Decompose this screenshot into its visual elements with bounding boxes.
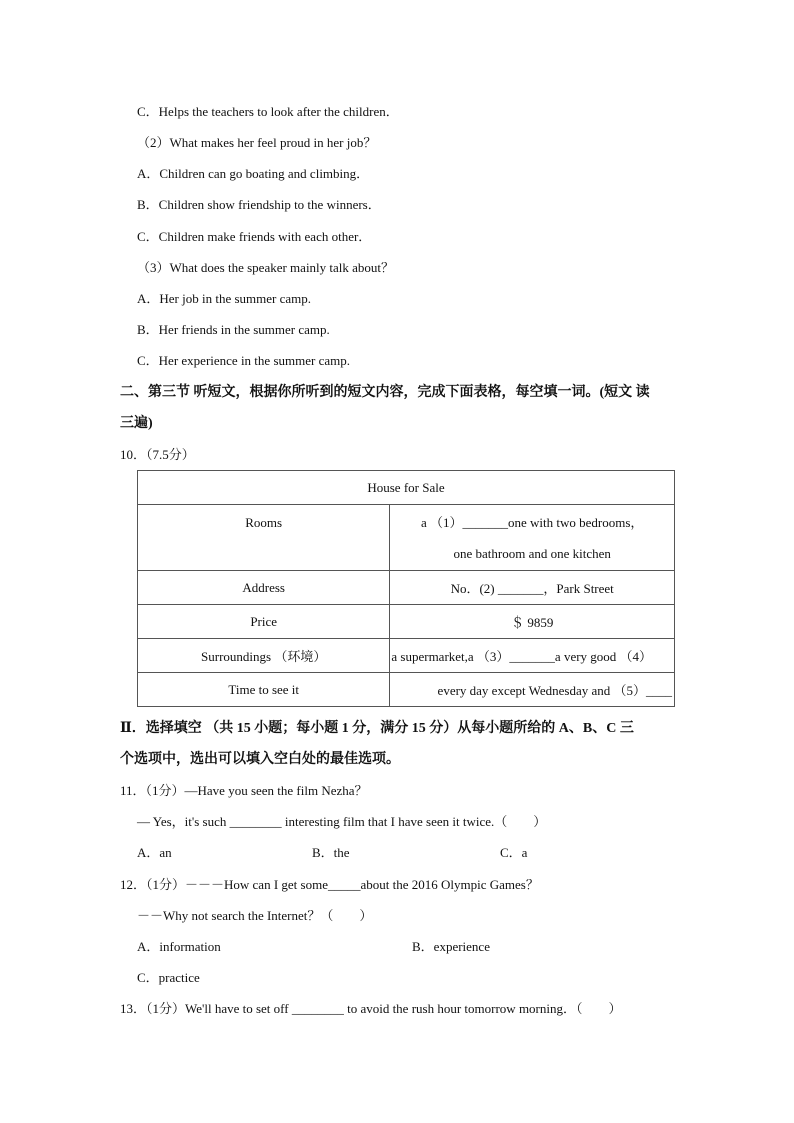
time-value: every day except Wednesday and （5）____	[390, 673, 675, 707]
q11-stem: 11．（1分）—Have you seen the film Nezha？	[120, 783, 368, 798]
q12-option-c: C．practice	[137, 970, 200, 985]
q9-subquestion-2: （2）What makes her feel proud in her job？	[137, 135, 377, 150]
table-row	[138, 471, 675, 505]
house-for-sale-table	[137, 470, 675, 707]
time-label: Time to see it	[138, 673, 390, 707]
surroundings-value: a supermarket,a （3）_______a very good （4）	[390, 639, 675, 673]
q9-option-a3: A．Her job in the summer camp.	[137, 291, 312, 306]
q10-label: 10．（7.5分）	[120, 447, 195, 462]
q11-line2: — Yes，it's such ________ interesting film that I have seen it twice.（ ）	[137, 814, 547, 829]
section2-heading-line1: Ⅱ．选择填空 （共 15 小题；每小题 1 分，满分 15 分）从每小题所给的 A、B、C 三	[120, 721, 634, 736]
table-row	[138, 639, 675, 673]
address-value: No．(2) _______，Park Street	[390, 571, 675, 605]
q11-option-b: B．the	[312, 845, 350, 860]
q9-option-b3: B．Her friends in the summer camp.	[137, 322, 330, 337]
q9-option-c1: C．Helps the teachers to look after the children．	[137, 104, 399, 119]
price-label: Price	[138, 605, 390, 639]
table-row	[138, 505, 675, 571]
section2-heading-line2: 个选项中，选出可以填入空白处的最佳选项。	[120, 752, 400, 767]
section3-heading-line2: 三遍)	[120, 416, 153, 431]
q9-option-c3: C．Her experience in the summer camp.	[137, 353, 350, 368]
rooms-value-line2: one bathroom and one kitchen	[453, 545, 611, 561]
q13-stem: 13．（1分）We'll have to set off ________ to avoid the rush hour tomorrow morning．（ ）	[120, 1001, 622, 1016]
price-value: ＄ 9859	[390, 605, 675, 639]
q9-option-c2: C．Children make friends with each other．	[137, 229, 372, 244]
rooms-value-line1: a （1）_______one with two bedrooms，	[420, 514, 644, 530]
q11-option-c: C．a	[500, 845, 528, 860]
section3-heading-line1: 二、第三节 听短文，根据你所听到的短文内容，完成下面表格，每空填一词。(短文 读	[120, 385, 650, 400]
q11-option-a: A．an	[137, 845, 172, 860]
q12-stem: 12．（1分）－－－How can I get some_____about the 2016 Olympic Games？	[120, 877, 539, 892]
surroundings-label: Surroundings （环境）	[138, 639, 390, 673]
table-row	[138, 673, 675, 707]
q9-option-b2: B．Children show friendship to the winners．	[137, 197, 381, 212]
table-row	[138, 571, 675, 605]
rooms-label: Rooms	[138, 505, 390, 571]
q9-subquestion-3: （3）What does the speaker mainly talk about？	[137, 260, 395, 275]
q12-line2: －－Why not search the Internet？（ ）	[137, 908, 373, 923]
q12-option-a: A．information	[137, 939, 221, 954]
q9-option-a2: A．Children can go boating and climbing．	[137, 166, 370, 181]
table-title: House for Sale	[138, 471, 675, 505]
q12-option-b: B．experience	[412, 939, 490, 954]
rooms-value	[390, 505, 675, 571]
address-label: Address	[138, 571, 390, 605]
table-row	[138, 605, 675, 639]
